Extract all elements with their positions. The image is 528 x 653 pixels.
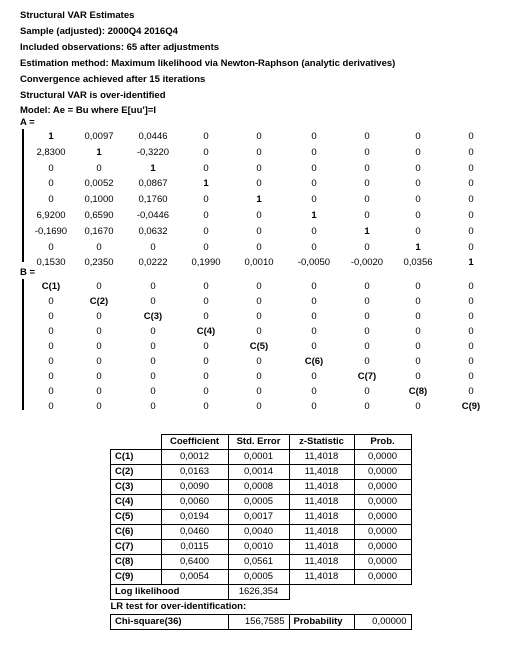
header-line: Structural VAR Estimates xyxy=(20,10,135,21)
coefficient-value: 0,0060 xyxy=(161,495,228,510)
matrix-a-cell: 0 xyxy=(468,210,474,221)
z-statistic-value: 11,4018 xyxy=(289,525,354,540)
matrix-a-cell: 0 xyxy=(256,178,262,190)
matrix-b-cell: 0 xyxy=(364,296,370,307)
matrix-a-cell: 0 xyxy=(468,194,474,206)
matrix-a-cell: 6,9200 xyxy=(36,210,66,221)
prob-value: 0,0000 xyxy=(354,525,411,540)
matrix-a-cell: 0,1000 xyxy=(84,194,114,206)
z-statistic-value: 11,4018 xyxy=(289,555,354,570)
matrix-b-cell: 0 xyxy=(96,281,102,292)
matrix-a-cell: 0 xyxy=(468,146,474,158)
matrix-b-cell: 0 xyxy=(203,401,209,412)
matrix-a-cell: 0,0446 xyxy=(138,131,168,142)
col-header-std-error: Std. Error xyxy=(228,435,289,450)
matrix-b-cell: 0 xyxy=(256,296,262,307)
matrix-b-cell: C(8) xyxy=(408,386,428,397)
estimation-header xyxy=(20,8,395,104)
matrix-b-cell: 0 xyxy=(150,401,156,412)
prob-value: 0,0000 xyxy=(354,465,411,480)
matrix-a-cell: -0,1690 xyxy=(34,225,68,237)
chi-square-label: Chi-square(36) xyxy=(111,615,229,630)
coefficient-value: 0,0194 xyxy=(161,510,228,525)
matrix-a-cell: 0 xyxy=(415,210,421,221)
matrix-a-cell: 0 xyxy=(364,241,370,253)
matrix-a-cell: 0 xyxy=(96,162,102,174)
matrix-b-cell: 0 xyxy=(468,281,474,292)
matrix-a-cell: 0 xyxy=(415,225,421,237)
matrix-a-cell: 0,0052 xyxy=(84,178,114,190)
matrix-a-cell: 0 xyxy=(96,241,102,253)
param-name: C(5) xyxy=(111,510,162,525)
matrix-b-cell: 0 xyxy=(96,401,102,412)
z-statistic-value: 11,4018 xyxy=(289,570,354,585)
matrix-b-cell: 0 xyxy=(150,341,156,352)
matrix-b-cell: 0 xyxy=(415,281,421,292)
matrix-b-cell: 0 xyxy=(48,401,54,412)
matrix-a-cell: 0,1760 xyxy=(138,194,168,206)
matrix-a-cell: 0 xyxy=(311,162,317,174)
matrix-a-cell: 0 xyxy=(256,131,262,142)
matrix-b-cell: C(2) xyxy=(89,296,109,307)
matrix-b-cell: 0 xyxy=(415,356,421,367)
matrix-a-cell: 0 xyxy=(203,131,209,142)
matrix-b-label: B = xyxy=(20,267,36,278)
coefficient-value: 0,0460 xyxy=(161,525,228,540)
matrix-a-cell: 0 xyxy=(311,146,317,158)
matrix-a-cell: 0 xyxy=(256,210,262,221)
table-row xyxy=(111,540,412,555)
matrix-b-cell: 0 xyxy=(311,311,317,322)
matrix-b-cell: 0 xyxy=(311,386,317,397)
matrix-b-cell: 0 xyxy=(415,311,421,322)
matrix-b-cell: 0 xyxy=(415,401,421,412)
matrix-b-cell: 0 xyxy=(468,296,474,307)
matrix-b-cell: 0 xyxy=(256,356,262,367)
matrix-b-cell: 0 xyxy=(468,371,474,382)
matrix-b-cell: 0 xyxy=(311,281,317,292)
matrix-a-cell: 0 xyxy=(311,194,317,206)
matrix-a-cell: 0 xyxy=(203,146,209,158)
matrix-b-cell: 0 xyxy=(256,371,262,382)
matrix-b-cell: 0 xyxy=(364,356,370,367)
matrix-a-cell: -0,3220 xyxy=(136,146,170,158)
matrix-b-cell: 0 xyxy=(48,296,54,307)
matrix-b-cell: 0 xyxy=(311,296,317,307)
matrix-a-cell: 0,0097 xyxy=(84,131,114,142)
std-error-value: 0,0040 xyxy=(228,525,289,540)
coefficient-value: 0,6400 xyxy=(161,555,228,570)
matrix-b-cell: 0 xyxy=(203,371,209,382)
chi-square-row xyxy=(111,615,412,630)
matrix-a-cell: 0 xyxy=(48,194,54,206)
matrix-a-cell: 1 xyxy=(150,162,156,174)
param-name: C(7) xyxy=(111,540,162,555)
matrix-a-cell: 0 xyxy=(203,241,209,253)
matrix-b-cell: 0 xyxy=(48,341,54,352)
matrix-a-cell: 0,1990 xyxy=(191,257,221,269)
matrix-b-cell: 0 xyxy=(311,341,317,352)
coefficient-value: 0,0090 xyxy=(161,480,228,495)
matrix-a-cell: 1 xyxy=(415,241,421,253)
param-name: C(8) xyxy=(111,555,162,570)
matrix-a-cell: 0 xyxy=(203,162,209,174)
matrix-b-cell: 0 xyxy=(256,326,262,337)
matrix-b-cell: C(4) xyxy=(196,326,216,337)
table-row xyxy=(111,525,412,540)
table-row xyxy=(111,555,412,570)
prob-value: 0,0000 xyxy=(354,480,411,495)
matrix-a-cell: 0 xyxy=(415,194,421,206)
matrix-a-cell: 0,2350 xyxy=(84,257,114,269)
matrix-a-cell: 0 xyxy=(468,131,474,142)
matrix-b-cell: 0 xyxy=(468,356,474,367)
matrix-a-cell: 0 xyxy=(311,241,317,253)
matrix-b-cell: 0 xyxy=(203,311,209,322)
table-row xyxy=(111,480,412,495)
matrix-b-cell: 0 xyxy=(96,386,102,397)
std-error-value: 0,0005 xyxy=(228,570,289,585)
matrix-b-cell: 0 xyxy=(311,371,317,382)
matrix-a-cell: 0,6590 xyxy=(84,210,114,221)
prob-value: 0,0000 xyxy=(354,495,411,510)
table-row xyxy=(111,450,412,465)
matrix-b-cell: 0 xyxy=(203,386,209,397)
probability-value: 0,00000 xyxy=(354,615,411,630)
matrix-a-cell: 0 xyxy=(311,225,317,237)
matrix-a-cell: 1 xyxy=(311,210,317,221)
matrix-a-cell: -0,0446 xyxy=(136,210,170,221)
matrix-a-cell: 0 xyxy=(468,178,474,190)
matrix-a-cell: 0 xyxy=(203,194,209,206)
header-line: Structural VAR is over-identified xyxy=(20,90,166,101)
matrix-b-cell: 0 xyxy=(364,281,370,292)
matrix-a-cell: 0,0632 xyxy=(138,225,168,237)
coefficient-value: 0,0054 xyxy=(161,570,228,585)
matrix-b-cell: C(1) xyxy=(41,281,61,292)
matrix-a-cell: 0 xyxy=(415,146,421,158)
matrix-a-cell: 0 xyxy=(415,162,421,174)
prob-value: 0,0000 xyxy=(354,510,411,525)
matrix-b-cell: 0 xyxy=(96,356,102,367)
matrix-b-cell: 0 xyxy=(364,386,370,397)
matrix-a-cell: 0 xyxy=(415,131,421,142)
matrix-a-cell: 0 xyxy=(256,225,262,237)
lr-test-label: LR test for over-identification: xyxy=(110,601,247,612)
matrix-b-cell: 0 xyxy=(96,326,102,337)
matrix-a-label: A = xyxy=(20,117,35,128)
matrix-b-cell: 0 xyxy=(48,371,54,382)
matrix-b-cell: 0 xyxy=(203,356,209,367)
coefficient-table xyxy=(110,434,412,630)
table-row xyxy=(111,510,412,525)
table-header-row xyxy=(111,435,412,450)
coefficient-value: 0,0163 xyxy=(161,465,228,480)
table-row xyxy=(111,495,412,510)
matrix-a-cell: 0 xyxy=(468,241,474,253)
matrix-a-cell: 0 xyxy=(468,162,474,174)
matrix-b-cell: 0 xyxy=(150,356,156,367)
matrix-b-cell: 0 xyxy=(311,326,317,337)
matrix-a-cell: 0 xyxy=(415,178,421,190)
matrix-a-cell: 0 xyxy=(311,131,317,142)
std-error-value: 0,0010 xyxy=(228,540,289,555)
matrix-a-cell: 0 xyxy=(364,131,370,142)
matrix-a-cell: 0,1530 xyxy=(36,257,66,269)
param-name: C(6) xyxy=(111,525,162,540)
prob-value: 0,0000 xyxy=(354,570,411,585)
z-statistic-value: 11,4018 xyxy=(289,450,354,465)
std-error-value: 0,0005 xyxy=(228,495,289,510)
chi-square-value: 156,7585 xyxy=(228,615,289,630)
matrix-b-cell: 0 xyxy=(96,371,102,382)
matrix-b-cell: 0 xyxy=(96,341,102,352)
matrix-a-cell: 0 xyxy=(364,146,370,158)
header-line: Convergence achieved after 15 iterations xyxy=(20,74,206,85)
matrix-b-cell: 0 xyxy=(415,326,421,337)
matrix-b-cell: 0 xyxy=(150,281,156,292)
matrix-b-cell: 0 xyxy=(96,311,102,322)
matrix-b-cell: 0 xyxy=(311,401,317,412)
coefficient-value: 0,0115 xyxy=(161,540,228,555)
std-error-value: 0,0008 xyxy=(228,480,289,495)
matrix-b-cell: 0 xyxy=(150,296,156,307)
header-line: Included observations: 65 after adjustments xyxy=(20,42,220,53)
matrix-a-cell: 0,0356 xyxy=(403,257,433,269)
matrix-a-cell: -0,0020 xyxy=(350,257,384,269)
matrix-b-cell: 0 xyxy=(150,386,156,397)
lr-test-row xyxy=(111,600,412,615)
matrix-a-cell: 0 xyxy=(48,241,54,253)
z-statistic-value: 11,4018 xyxy=(289,510,354,525)
matrix-a-cell: 0 xyxy=(311,178,317,190)
matrix-b-cell: 0 xyxy=(256,401,262,412)
matrix-b-cell: 0 xyxy=(364,311,370,322)
param-name: C(9) xyxy=(111,570,162,585)
matrix-b-cell: 0 xyxy=(468,311,474,322)
matrix-a-cell: 0,0010 xyxy=(244,257,274,269)
matrix-a-cell: 0,0867 xyxy=(138,178,168,190)
matrix-b-cell: C(6) xyxy=(304,356,324,367)
z-statistic-value: 11,4018 xyxy=(289,540,354,555)
matrix-b-cell: C(7) xyxy=(357,371,377,382)
matrix-a-cell: 0 xyxy=(364,194,370,206)
matrix-a-cell: 0 xyxy=(364,162,370,174)
matrix-a-cell: 1 xyxy=(48,131,54,142)
matrix-a-cell: 0,1670 xyxy=(84,225,114,237)
model-spec: Model: Ae = Bu where E[uu']=I xyxy=(20,105,156,116)
col-header-prob: Prob. xyxy=(354,435,411,450)
matrix-a-cell: 0 xyxy=(150,241,156,253)
matrix-b-cell: 0 xyxy=(48,356,54,367)
z-statistic-value: 11,4018 xyxy=(289,480,354,495)
matrix-b-cell: 0 xyxy=(468,341,474,352)
matrix-a-cell: 0 xyxy=(203,225,209,237)
matrix-b-cell: 0 xyxy=(48,386,54,397)
matrix-b-cell: 0 xyxy=(415,341,421,352)
matrix-a-cell: 1 xyxy=(203,178,209,190)
log-likelihood-label: Log likelihood xyxy=(111,585,229,600)
header-line: Sample (adjusted): 2000Q4 2016Q4 xyxy=(20,26,178,37)
matrix-a-cell: -0,0050 xyxy=(297,257,331,269)
probability-label: Probability xyxy=(289,615,354,630)
table-row xyxy=(111,465,412,480)
matrix-a-cell: 1 xyxy=(364,225,370,237)
matrix-b-cell: 0 xyxy=(150,371,156,382)
matrix-a-cell: 0 xyxy=(48,178,54,190)
std-error-value: 0,0017 xyxy=(228,510,289,525)
coefficient-value: 0,0012 xyxy=(161,450,228,465)
matrix-a-cell: 0 xyxy=(364,178,370,190)
prob-value: 0,0000 xyxy=(354,450,411,465)
matrix-a-cell: 0 xyxy=(256,162,262,174)
matrix-a-cell: 1 xyxy=(96,146,102,158)
table-row xyxy=(111,570,412,585)
matrix-b-cell: 0 xyxy=(48,326,54,337)
matrix-a-cell: 0 xyxy=(364,210,370,221)
matrix-a-cell: 0 xyxy=(48,162,54,174)
std-error-value: 0,0014 xyxy=(228,465,289,480)
param-name: C(3) xyxy=(111,480,162,495)
matrix-a-cell: 1 xyxy=(468,257,474,269)
matrix-b-cell: 0 xyxy=(415,296,421,307)
matrix-b-cell: 0 xyxy=(256,386,262,397)
matrix-b-cell: 0 xyxy=(468,326,474,337)
z-statistic-value: 11,4018 xyxy=(289,495,354,510)
col-header-z-statistic: z-Statistic xyxy=(289,435,354,450)
matrix-a-cell: 0 xyxy=(256,146,262,158)
matrix-b-cell: 0 xyxy=(364,326,370,337)
matrix-b-bracket xyxy=(22,279,24,410)
std-error-value: 0,0561 xyxy=(228,555,289,570)
param-name: C(1) xyxy=(111,450,162,465)
matrix-b-cell: 0 xyxy=(203,341,209,352)
matrix-b-cell: 0 xyxy=(203,281,209,292)
matrix-b-cell: C(3) xyxy=(143,311,163,322)
matrix-a-cell: 2,8300 xyxy=(36,146,66,158)
prob-value: 0,0000 xyxy=(354,540,411,555)
z-statistic-value: 11,4018 xyxy=(289,465,354,480)
matrix-a-cell: 0 xyxy=(468,225,474,237)
log-likelihood-value: 1626,354 xyxy=(228,585,289,600)
matrix-b-cell: 0 xyxy=(256,311,262,322)
matrix-a-cell: 0 xyxy=(256,241,262,253)
matrix-b-cell: 0 xyxy=(150,326,156,337)
param-name: C(4) xyxy=(111,495,162,510)
matrix-b-cell: C(9) xyxy=(461,401,481,412)
matrix-a-cell: 0 xyxy=(203,210,209,221)
matrix-b-cell: 0 xyxy=(468,386,474,397)
log-likelihood-row xyxy=(111,585,412,600)
prob-value: 0,0000 xyxy=(354,555,411,570)
matrix-b-cell: 0 xyxy=(415,371,421,382)
header-line: Estimation method: Maximum likelihood via Newton-Raphson (analytic derivatives) xyxy=(20,58,396,69)
matrix-a-cell: 0,0222 xyxy=(138,257,168,269)
matrix-b-cell: 0 xyxy=(203,296,209,307)
matrix-b-cell: 0 xyxy=(256,281,262,292)
std-error-value: 0,0001 xyxy=(228,450,289,465)
matrix-b-cell: C(5) xyxy=(249,341,269,352)
matrix-b-cell: 0 xyxy=(364,341,370,352)
param-name: C(2) xyxy=(111,465,162,480)
matrix-a-cell: 1 xyxy=(256,194,262,206)
col-header-coefficient: Coefficient xyxy=(161,435,228,450)
matrix-a-bracket xyxy=(22,129,24,262)
matrix-b-cell: 0 xyxy=(364,401,370,412)
matrix-b-cell: 0 xyxy=(48,311,54,322)
